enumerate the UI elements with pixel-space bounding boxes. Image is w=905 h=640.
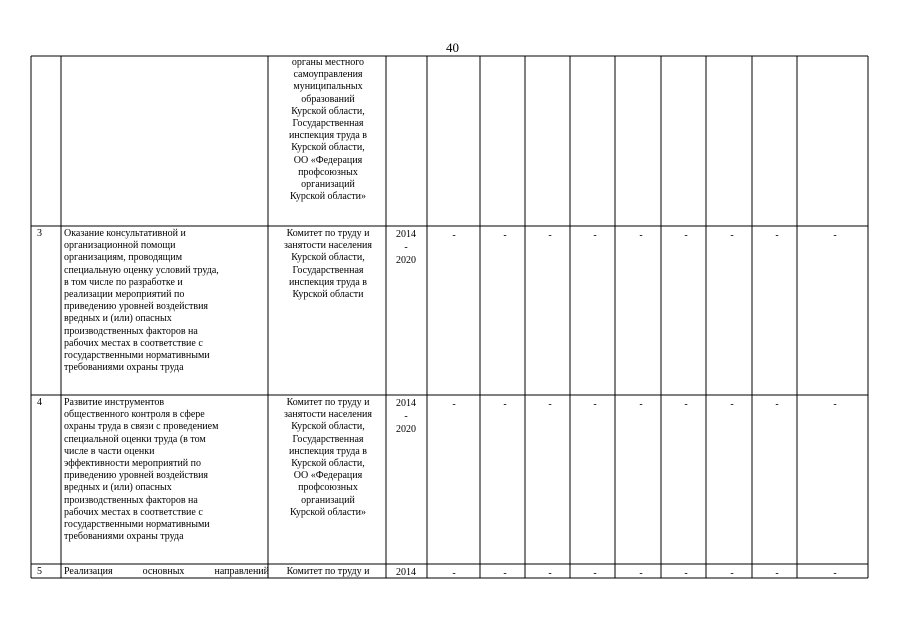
value-cell: -: [730, 399, 734, 410]
measure-line: производственных факторов на: [64, 325, 198, 337]
measure-line: Реализация основных направлений: [64, 566, 269, 577]
row-number: 4: [37, 397, 42, 408]
value-cell: -: [833, 568, 837, 579]
executor-cell: [271, 566, 385, 578]
page-number: 40: [446, 40, 459, 55]
value-cell: -: [833, 230, 837, 241]
value-cell: -: [503, 230, 507, 241]
measure-line: государственными нормативными: [64, 519, 210, 531]
executor-line: ОО «Федерация: [293, 154, 363, 166]
measure-line: требованиями охраны труда: [64, 362, 184, 374]
years-cell: [387, 397, 425, 436]
executor-line: Курской области,: [291, 421, 365, 433]
measure-line: вредных и (или) опасных: [64, 313, 172, 325]
measure-line: общественного контроля в сфере: [64, 409, 205, 421]
value-cell: -: [684, 568, 688, 579]
value-cell: -: [730, 230, 734, 241]
executor-line: Курской области,: [291, 105, 365, 117]
value-cell: -: [775, 230, 779, 241]
value-cell: -: [639, 399, 643, 410]
measure-line: числе в части оценки: [64, 445, 155, 457]
value-cell: -: [775, 568, 779, 579]
executor-line: занятости населения: [283, 409, 372, 421]
years-cell: [387, 566, 425, 579]
value-cell: -: [593, 568, 597, 579]
executor-line: образований: [301, 93, 355, 105]
executor-line: Государственная: [292, 264, 364, 276]
years-cell: [387, 228, 425, 267]
executor-line: Курской области,: [291, 458, 365, 470]
measure-line: в том числе по разработке и: [64, 276, 183, 288]
executor-line: инспекция труда в: [288, 130, 368, 142]
measure-line: Оказание консультативной и: [64, 228, 186, 239]
measure-line: рабочих местах в соответствие с: [64, 337, 203, 349]
executor-cell: [271, 397, 385, 519]
value-cell: -: [775, 399, 779, 410]
measure-line: производственных факторов на: [64, 494, 198, 506]
executor-line: Курской области»: [290, 506, 366, 518]
executor-line: занятости населения: [283, 240, 372, 252]
value-cell: -: [730, 568, 734, 579]
value-cell: -: [452, 399, 456, 410]
value-cell: -: [548, 568, 552, 579]
executor-line: Комитет по труду и: [286, 228, 370, 239]
measure-line: специальной оценки труда (в том: [64, 433, 206, 445]
executor-line: Государственная: [292, 433, 364, 445]
year-start: 2014: [396, 229, 416, 240]
executor-line: Курской области: [292, 289, 364, 301]
row-number: 3: [37, 228, 42, 239]
year-start: 2014: [396, 567, 416, 578]
executor-cell: [271, 228, 385, 301]
measure-line: Развитие инструментов: [64, 397, 165, 408]
value-cell: -: [833, 399, 837, 410]
executor-line: муниципальных: [293, 81, 363, 93]
value-cell: -: [684, 399, 688, 410]
measure-cell: [64, 397, 269, 543]
value-cell: -: [548, 230, 552, 241]
executor-line: профсоюзных: [298, 482, 358, 494]
value-cell: -: [639, 230, 643, 241]
value-cell: -: [684, 230, 688, 241]
row-number: 5: [37, 566, 42, 577]
executor-line: Комитет по труду и: [286, 397, 370, 408]
measure-line: приведению уровней воздействия: [64, 301, 209, 313]
measure-line: государственными нормативными: [64, 350, 210, 362]
value-cell: -: [548, 399, 552, 410]
executor-line: Курской области,: [291, 252, 365, 264]
value-cell: -: [593, 399, 597, 410]
value-cell: -: [639, 568, 643, 579]
year-separator: -: [404, 411, 408, 422]
executor-line: Курской области,: [291, 142, 365, 154]
measure-line: реализации мероприятий по: [64, 289, 185, 301]
executor-line: профсоюзных: [298, 166, 358, 178]
measure-line: организациям, проводящим: [64, 252, 183, 264]
measure-cell: [64, 566, 269, 578]
executor-line: инспекция труда в: [288, 276, 368, 288]
value-cell: -: [503, 399, 507, 410]
continued-executor-cell: [271, 57, 385, 203]
value-cell: -: [503, 568, 507, 579]
measure-line: вредных и (или) опасных: [64, 482, 172, 494]
measure-line: организационной помощи: [64, 240, 176, 252]
executor-line: организаций: [301, 179, 355, 191]
year-start: 2014: [396, 398, 416, 409]
measure-line: рабочих местах в соответствие с: [64, 506, 203, 518]
measure-cell: [64, 228, 269, 374]
executor-line: Государственная: [292, 118, 364, 130]
executor-line: ОО «Федерация: [293, 470, 363, 482]
executor-line: Курской области»: [290, 191, 366, 203]
year-end: 2020: [396, 424, 416, 435]
year-end: 2020: [396, 255, 416, 266]
measure-line: эффективности мероприятий по: [64, 458, 201, 470]
measure-line: специальную оценку условий труда,: [64, 264, 219, 276]
year-separator: -: [404, 242, 408, 253]
executor-line: Комитет по труду и: [286, 566, 370, 577]
executor-line: организаций: [301, 494, 355, 506]
value-cell: -: [593, 230, 597, 241]
measure-line: требованиями охраны труда: [64, 531, 184, 543]
value-cell: -: [452, 230, 456, 241]
executor-line: инспекция труда в: [288, 445, 368, 457]
measure-line: приведению уровней воздействия: [64, 470, 209, 482]
executor-line: самоуправления: [293, 69, 363, 81]
measure-line: охраны труда в связи с проведением: [64, 421, 219, 433]
value-cell: -: [452, 568, 456, 579]
executor-line: органы местного: [291, 57, 365, 68]
